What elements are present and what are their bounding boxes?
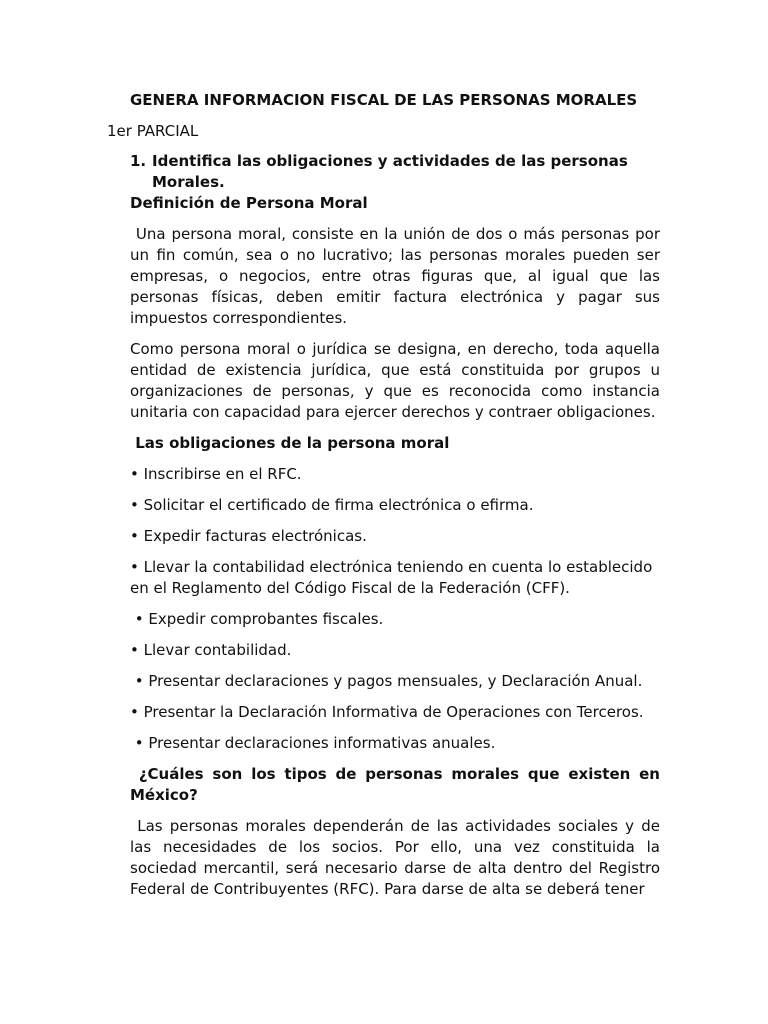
list-item: • Llevar contabilidad. bbox=[130, 641, 292, 659]
item-number: 1. bbox=[130, 152, 147, 170]
list-item: • Expedir facturas electrónicas. bbox=[130, 527, 367, 545]
partial-label: 1er PARCIAL bbox=[107, 122, 199, 140]
obligations-list bbox=[130, 464, 660, 754]
list-item: • Presentar declaraciones y pagos mensuales, y Declaración Anual. bbox=[130, 672, 643, 690]
obligations-heading: Las obligaciones de la persona moral bbox=[130, 434, 450, 452]
document-body bbox=[130, 151, 666, 900]
list-item: • Presentar la Declaración Informativa de Operaciones con Terceros. bbox=[130, 703, 644, 721]
types-paragraph: Las personas morales dependerán de las actividades sociales y de las necesidades de los socios. Por ello, una vez constituida la sociedad mercantil, será necesario darse de alta dentro del Registro Federal de Contribuyentes (RFC). Para darse de alta se deberá tener bbox=[130, 817, 665, 898]
definition-paragraph-2: Como persona moral o jurídica se designa, en derecho, toda aquella entidad de existencia jurídica, que está constituida por grupos u organizaciones de personas, y que es reconocida como instancia unitaria con capacidad para ejercer derechos y contraer obligaciones. bbox=[130, 340, 660, 421]
numbered-item bbox=[130, 151, 660, 193]
list-item: • Solicitar el certificado de firma electrónica o efirma. bbox=[130, 496, 534, 514]
list-item: • Llevar la contabilidad electrónica teniendo en cuenta lo establecido en el Reglamento del Código Fiscal de la Federación (CFF). bbox=[130, 558, 658, 597]
list-item: • Presentar declaraciones informativas anuales. bbox=[130, 734, 496, 752]
list-item: • Expedir comprobantes fiscales. bbox=[130, 610, 384, 628]
definition-paragraph-1: Una persona moral, consiste en la unión de dos o más personas por un fin común, sea o no lucrativo; las personas morales pueden ser empresas, o negocios, entre otras figuras que, al igual que las personas físicas, deben emitir factura electrónica y pagar sus impuestos correspondientes. bbox=[130, 225, 665, 327]
section-heading: Identifica las obligaciones y actividades de las personas Morales. bbox=[152, 152, 628, 191]
list-item: • Inscribirse en el RFC. bbox=[130, 465, 302, 483]
definition-heading: Definición de Persona Moral bbox=[130, 194, 368, 212]
document-title: GENERA INFORMACION FISCAL DE LAS PERSONAS MORALES bbox=[130, 91, 638, 109]
numbered-section bbox=[130, 151, 660, 193]
types-heading: ¿Cuáles son los tipos de personas morales que existen en México? bbox=[130, 765, 666, 804]
